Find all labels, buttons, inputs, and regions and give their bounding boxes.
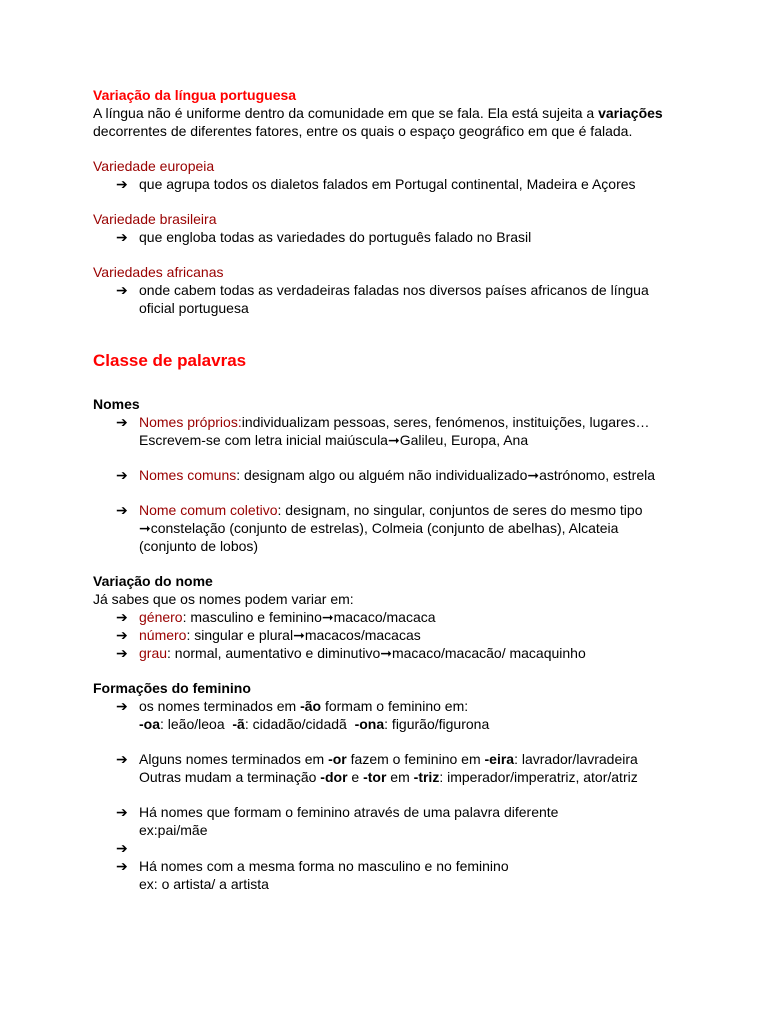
list-item: [93, 281, 676, 317]
term-label: número: [139, 627, 187, 643]
section-title-variacao: Variação da língua portuguesa: [93, 87, 297, 103]
arrow-icon: ➔: [116, 751, 128, 767]
arrow-icon: ➔: [116, 804, 128, 820]
item-text: Há nomes com a mesma forma no masculino e no feminino: [139, 858, 509, 874]
item-text: em: [386, 769, 414, 785]
list-item: [93, 228, 676, 246]
arrow-icon: ➔: [116, 645, 128, 661]
term-text: : normal, aumentativo e diminutivo➞macaco/macacão/ macaquinho: [167, 645, 586, 661]
variety-title: Variedades africanas: [93, 264, 224, 280]
term-text-cont: (conjunto de lobos): [139, 538, 259, 554]
arrow-icon: ➔: [116, 840, 128, 856]
suffix-bold: -ão: [300, 698, 322, 714]
term-label: Nome comum coletivo: [139, 502, 278, 518]
variacao-intro: Já sabes que os nomes podem variar em:: [93, 591, 354, 607]
term-label: grau: [139, 645, 168, 661]
intro-paragraph: [93, 104, 676, 140]
item-text: : cidadão/cidadã: [244, 716, 355, 732]
suffix-bold: -ona: [354, 716, 385, 732]
variacao-list: [93, 608, 676, 662]
variacao-title: Variação do nome: [93, 573, 213, 589]
suffix-bold: -dor: [320, 769, 348, 785]
arrow-icon: ➔: [116, 627, 128, 643]
intro-bold-text: variações: [598, 105, 663, 121]
list-item: [93, 413, 676, 449]
term-text: individualizam pessoas, seres, fenómenos, instituições, lugares…: [241, 414, 650, 430]
item-text: Outras mudam a terminação: [139, 769, 321, 785]
item-text: fazem o feminino em: [346, 751, 485, 767]
variety-africanas: [93, 263, 676, 317]
suffix-bold: -oa: [139, 716, 160, 732]
list-item: [93, 697, 676, 733]
term-text: : designam algo ou alguém não individualizado➞astrónomo, estrela: [236, 467, 656, 483]
term-label: género: [139, 609, 183, 625]
variety-text: que agrupa todos os dialetos falados em Portugal continental, Madeira e Açores: [139, 176, 636, 192]
term-text: : singular e plural➞macacos/macacas: [186, 627, 421, 643]
arrow-icon: ➔: [116, 414, 128, 430]
item-text: : figurão/figurona: [384, 716, 490, 732]
suffix-bold: -or: [328, 751, 347, 767]
variety-title: Variedade brasileira: [93, 211, 217, 227]
arrow-icon: ➔: [116, 282, 128, 298]
variety-text-cont: oficial portuguesa: [139, 300, 249, 316]
classe-heading: Classe de palavras: [93, 351, 247, 370]
arrow-icon: ➔: [116, 502, 128, 518]
item-text: os nomes terminados em: [139, 698, 301, 714]
arrow-icon: ➔: [116, 698, 128, 714]
list-item: [93, 175, 676, 193]
formacoes-title: Formações do feminino: [93, 680, 251, 696]
term-text-cont: Escrevem-se com letra inicial maiúscula➞Galileu, Europa, Ana: [139, 432, 529, 448]
list-item: [93, 803, 676, 839]
variety-text: que engloba todas as variedades do português falado no Brasil: [139, 229, 532, 245]
list-item: [93, 750, 676, 786]
nomes-title: Nomes: [93, 396, 140, 412]
arrow-icon: ➔: [116, 609, 128, 625]
formacoes-list: [93, 697, 676, 893]
item-text: e: [347, 769, 364, 785]
list-item: [93, 644, 676, 662]
list-item: [93, 608, 676, 626]
term-text: : masculino e feminino➞macaco/macaca: [182, 609, 436, 625]
item-text: Há nomes que formam o feminino através de uma palavra diferente: [139, 804, 559, 820]
item-text: Alguns nomes terminados em: [139, 751, 329, 767]
term-label: Nomes comuns: [139, 467, 237, 483]
suffix-bold: -triz: [413, 769, 440, 785]
nomes-list: [93, 413, 676, 555]
term-text: : designam, no singular, conjuntos de seres do mesmo tipo: [277, 502, 643, 518]
variety-title: Variedade europeia: [93, 158, 215, 174]
term-label: Nomes próprios:: [139, 414, 242, 430]
list-item: [93, 466, 676, 484]
arrow-icon: ➔: [116, 467, 128, 483]
intro-text: A língua não é uniforme dentro da comunidade em que se fala. Ela está sujeita a: [93, 105, 599, 121]
intro-text-cont: decorrentes de diferentes fatores, entre os quais o espaço geográfico em que é falada.: [93, 123, 633, 139]
item-text: : leão/leoa: [160, 716, 233, 732]
variety-text: onde cabem todas as verdadeiras faladas nos diversos países africanos de língua: [139, 282, 649, 298]
item-text: : lavrador/lavradeira: [514, 751, 638, 767]
item-text-cont: ex: o artista/ a artista: [139, 876, 269, 892]
item-text: : imperador/imperatriz, ator/atriz: [439, 769, 638, 785]
list-item: [93, 501, 676, 555]
list-item: [93, 857, 676, 893]
term-text-cont: ➞constelação (conjunto de estrelas), Colmeia (conjunto de abelhas), Alcateia: [139, 520, 619, 536]
item-text-cont: ex:pai/mãe: [139, 822, 208, 838]
list-item: [93, 626, 676, 644]
suffix-bold: -tor: [363, 769, 387, 785]
suffix-bold: -ã: [232, 716, 245, 732]
arrow-icon: ➔: [116, 858, 128, 874]
variety-europeia: [93, 157, 676, 193]
suffix-bold: -eira: [484, 751, 515, 767]
arrow-icon: ➔: [116, 229, 128, 245]
list-item-empty: [93, 839, 676, 857]
arrow-icon: ➔: [116, 176, 128, 192]
variety-brasileira: [93, 210, 676, 246]
item-text: formam o feminino em:: [321, 698, 469, 714]
